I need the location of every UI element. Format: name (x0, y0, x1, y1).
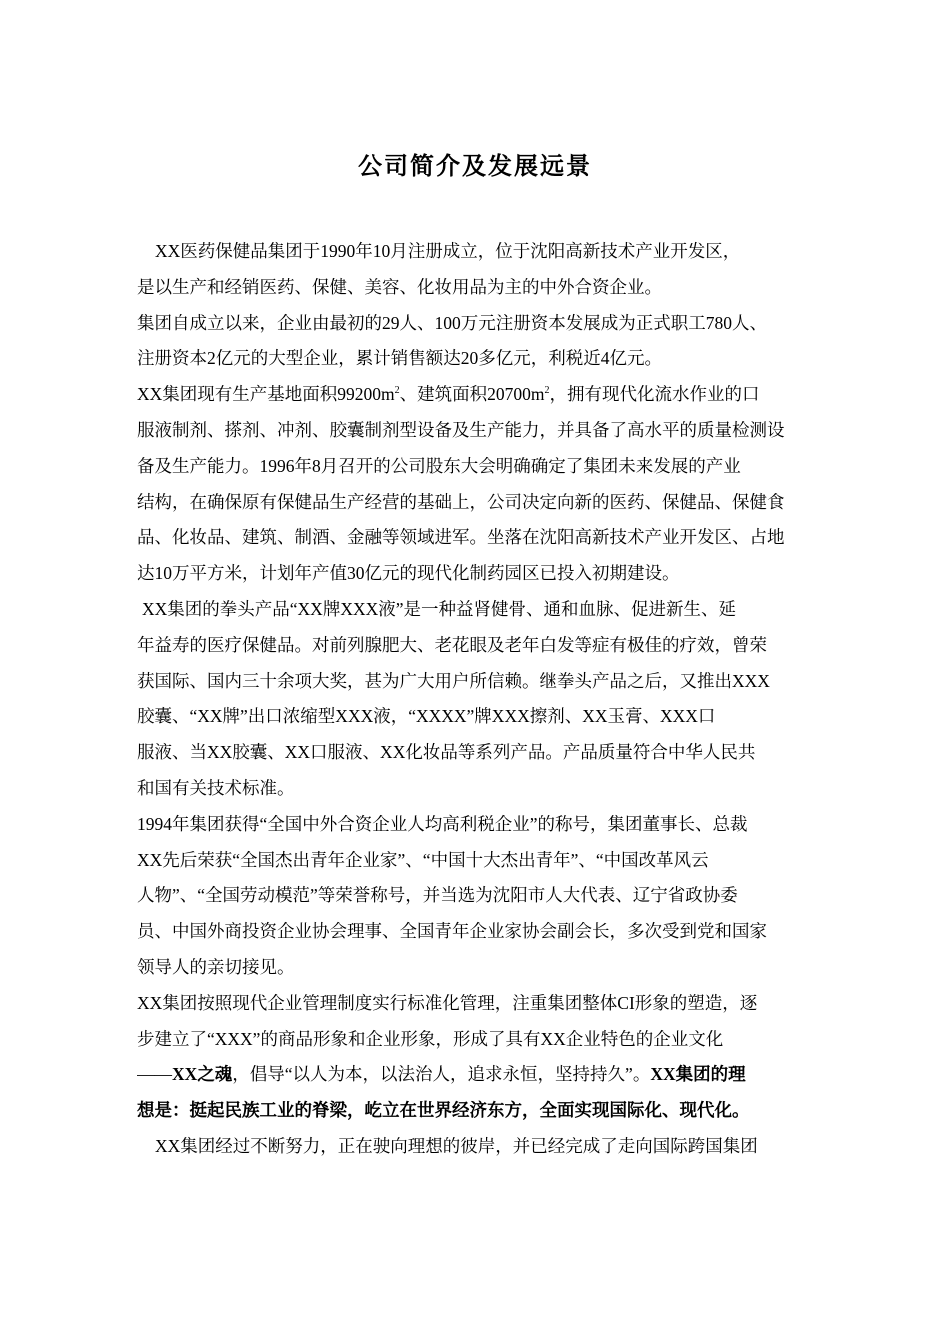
p2-line-2: 注册资本2亿元的大型企业，累计销售额达20多亿元，利税近4亿元。 (137, 348, 662, 369)
superscript-2: 2 (394, 385, 400, 397)
p2-line-1: 集团自成立以来，企业由最初的29人、100万元注册资本发展成为正式职工780人、 (137, 312, 767, 333)
p6-line-1: XX集团按照现代企业管理制度实行标准化管理，注重集团整体CI形象的塑造，逐 (137, 992, 758, 1013)
document-body (137, 234, 827, 1165)
p3-line-1 (137, 377, 827, 413)
p3-line-4: 结构，在确保原有保健品生产经营的基础上，公司决定向新的医药、保健品、保健食 (137, 491, 785, 512)
p1-line-1: XX医药保健品集团于1990年10月注册成立，位于沈阳高新技术产业开发区， (155, 241, 741, 261)
p6-line-3 (137, 1057, 827, 1093)
p1-line-2: 是以生产和经销医药、保健、美容、化妆用品为主的中外合资企业。 (137, 276, 662, 297)
p5-line-1: 1994年集团获得“全国中外合资企业人均高利税企业”的称号，集团董事长、总裁 (137, 813, 748, 834)
p4-line-4: 胶囊、“XX牌”出口浓缩型XXX液，“XXXX”牌XXX擦剂、XX玉膏、XXX口 (137, 706, 716, 727)
p4-line-6: 和国有关技术标准。 (137, 777, 295, 798)
p5-line-3: 人物”、“全国劳动模范”等荣誉称号，并当选为沈阳市人大代表、辽宁省政协委 (137, 885, 738, 906)
p4-line-5: 服液、当XX胶囊、XX口服液、XX化妆品等系列产品。产品质量符合中华人民共 (137, 742, 756, 763)
p7-line-1: XX集团经过不断努力，正在驶向理想的彼岸，并已经完成了走向国际跨国集团 (155, 1135, 758, 1156)
p3-line-3: 备及生产能力。1996年8月召开的公司股东大会明确确定了集团未来发展的产业 (137, 455, 741, 476)
p4-line-3: 获国际、国内三十余项大奖，甚为广大用户所信赖。继拳头产品之后，又推出XXX (137, 670, 770, 691)
slogan-soul: XX之魂 (172, 1064, 233, 1085)
p5-line-4: 员、中国外商投资企业协会理事、全国青年企业家协会副会长，多次受到党和国家 (137, 921, 767, 942)
p5-line-2: XX先后荣获“全国杰出青年企业家”、“中国十大杰出青年”、“中国改革风云 (137, 849, 709, 870)
em-dash: —— (137, 1064, 172, 1085)
document-title: 公司简介及发展远景 (358, 152, 592, 180)
p3-line-1-c: ，拥有现代化流水作业的口 (549, 384, 760, 405)
p6-line-4: 想是：挺起民族工业的脊梁，屹立在世界经济东方，全面实现国际化、现代化。 (137, 1100, 750, 1121)
p4-line-1: XX集团的拳头产品“XX牌XXX液”是一种益肾健骨、通和血脉、促进新生、延 (142, 598, 736, 619)
p4-line-2: 年益寿的医疗保健品。对前列腺肥大、老花眼及老年白发等症有极佳的疗效，曾荣 (137, 634, 767, 655)
p3-line-1-b: 、建筑面积20700m (399, 384, 545, 405)
p3-line-2: 服液制剂、搽剂、冲剂、胶囊制剂型设备及生产能力，并具备了高水平的质量检测设 (137, 419, 785, 440)
p3-line-1-a: XX集团现有生产基地面积99200m (137, 384, 395, 405)
p6-line-2: 步建立了“XXX”的商品形象和企业形象，形成了具有XX企业特色的企业文化 (137, 1028, 724, 1049)
motto-text: ，倡导“以人为本，以法治人，追求永恒，坚持持久”。 (232, 1064, 651, 1085)
p5-line-5: 领导人的亲切接见。 (137, 956, 295, 977)
p3-line-6: 达10万平方米，计划年产值30亿元的现代化制药园区已投入初期建设。 (137, 563, 680, 584)
superscript-2: 2 (544, 385, 550, 397)
ideal-lead: XX集团的理 (650, 1064, 746, 1085)
p3-line-5: 品、化妆品、建筑、制酒、金融等领域进军。坐落在沈阳高新技术产业开发区、占地 (137, 527, 785, 548)
